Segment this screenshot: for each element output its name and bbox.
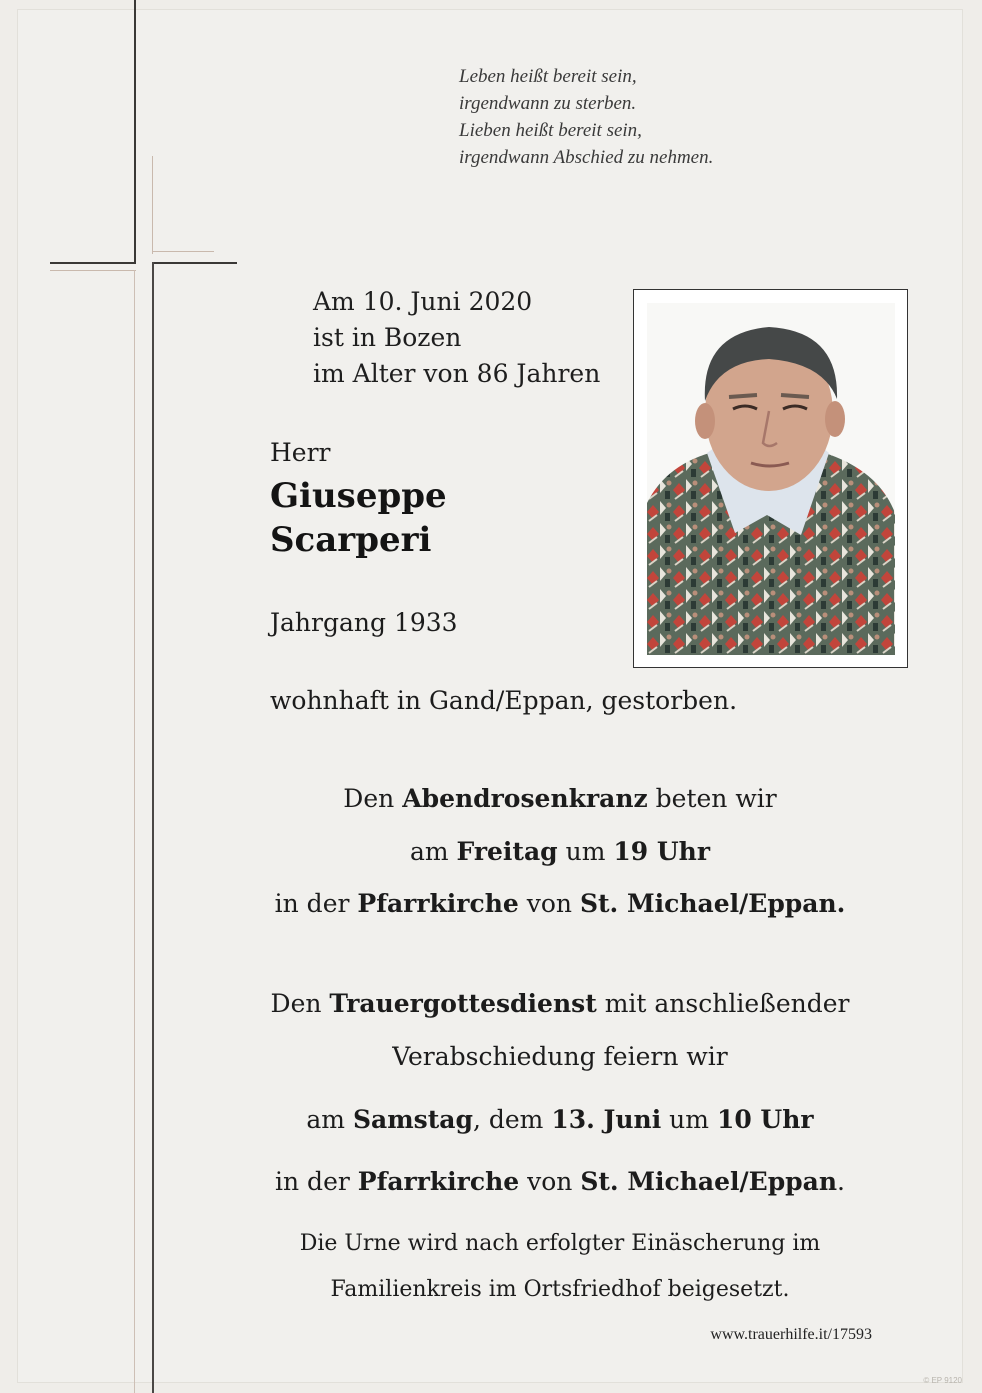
cross-horizontal-light-left bbox=[50, 270, 136, 271]
cross-vertical-dark-top bbox=[134, 0, 136, 262]
text: in der bbox=[275, 1167, 358, 1196]
portrait-frame bbox=[633, 289, 908, 668]
quote-line: Lieben heißt bereit sein, bbox=[459, 120, 642, 141]
quote-line: Leben heißt bereit sein, bbox=[459, 66, 637, 87]
mass-line-4 bbox=[230, 1165, 890, 1199]
emphasis: Abendrosenkranz bbox=[402, 784, 648, 813]
rosary-line-2 bbox=[230, 835, 890, 869]
emphasis: Pfarrkirche bbox=[357, 889, 519, 918]
birth-year: Jahrgang 1933 bbox=[270, 608, 458, 637]
rosary-line-3 bbox=[230, 887, 890, 921]
emphasis: St. Michael/Eppan. bbox=[579, 889, 846, 918]
emphasis: 10 Uhr bbox=[716, 1105, 814, 1134]
first-name: Giuseppe bbox=[270, 476, 447, 516]
death-announcement bbox=[313, 284, 600, 392]
cross-vertical-light-long bbox=[134, 270, 135, 1393]
emphasis: Freitag bbox=[456, 837, 558, 866]
quote-line: irgendwann Abschied zu nehmen. bbox=[459, 147, 714, 168]
text: mit anschließender bbox=[596, 989, 850, 1018]
portrait-photo bbox=[647, 303, 895, 655]
death-age: im Alter von 86 Jahren bbox=[313, 359, 601, 388]
rosary-line-1 bbox=[230, 782, 890, 816]
salutation: Herr bbox=[270, 438, 331, 467]
text: beten wir bbox=[647, 784, 777, 813]
text: um bbox=[557, 837, 614, 866]
text: am bbox=[409, 837, 457, 866]
emphasis: Samstag bbox=[352, 1105, 473, 1134]
quote bbox=[459, 63, 713, 171]
text: von bbox=[518, 889, 580, 918]
quote-line: irgendwann zu sterben. bbox=[459, 93, 637, 114]
urn-line-1: Die Urne wird nach erfolgter Einäscherung im bbox=[299, 1231, 821, 1256]
text: Den bbox=[270, 989, 330, 1018]
residence: wohnhaft in Gand/Eppan, gestorben. bbox=[270, 686, 738, 715]
death-place: ist in Bozen bbox=[313, 323, 462, 352]
text: am bbox=[306, 1105, 353, 1134]
death-date: Am 10. Juni 2020 bbox=[313, 287, 533, 316]
urn-line-2: Familienkreis im Ortsfriedhof beigesetzt. bbox=[330, 1277, 790, 1302]
mass-line-2: Verabschiedung feiern wir bbox=[392, 1042, 728, 1071]
text: . bbox=[837, 1167, 845, 1196]
cross-horizontal-light-right bbox=[152, 251, 214, 252]
portrait-illustration bbox=[647, 303, 895, 655]
print-code: © EP 9120 bbox=[923, 1376, 962, 1385]
emphasis: St. Michael/Eppan bbox=[580, 1167, 838, 1196]
cross-horizontal-dark-left bbox=[50, 262, 136, 264]
text: Den bbox=[343, 784, 403, 813]
website-url[interactable]: www.trauerhilfe.it/17593 bbox=[710, 1326, 872, 1343]
mass-line-1 bbox=[230, 987, 890, 1021]
cross-vertical-light-top bbox=[152, 156, 153, 254]
cross-vertical-dark-long bbox=[152, 262, 154, 1393]
text: , dem bbox=[472, 1105, 552, 1134]
last-name: Scarperi bbox=[270, 520, 432, 560]
cross-horizontal-dark-right bbox=[152, 262, 237, 264]
mass-line-3 bbox=[230, 1103, 890, 1137]
emphasis: 19 Uhr bbox=[613, 837, 711, 866]
emphasis: Trauergottesdienst bbox=[329, 989, 597, 1018]
text: von bbox=[519, 1167, 581, 1196]
emphasis: 13. Juni bbox=[551, 1105, 662, 1134]
deceased-name bbox=[270, 474, 447, 562]
text: um bbox=[661, 1105, 717, 1134]
text: in der bbox=[274, 889, 358, 918]
emphasis: Pfarrkirche bbox=[357, 1167, 520, 1196]
